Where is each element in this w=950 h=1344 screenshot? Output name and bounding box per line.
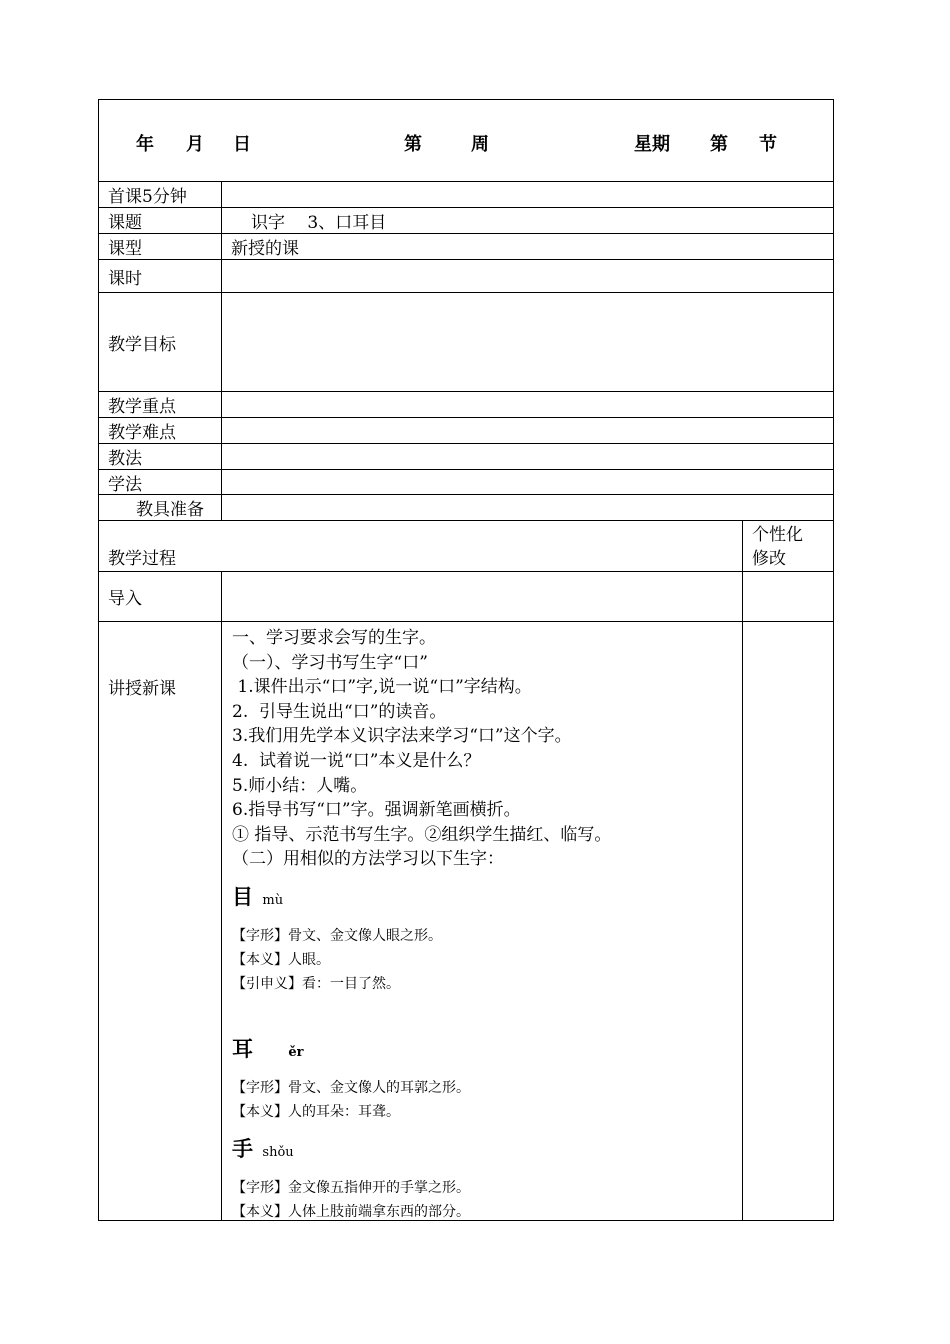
topic-label: 课题: [99, 208, 222, 233]
process-label: 教学过程: [108, 549, 176, 569]
key-points-label: 教学重点: [99, 392, 222, 417]
weekday-label: 星期: [634, 134, 670, 155]
char-pinyin: mù: [262, 892, 284, 908]
goals-label: 教学目标: [99, 293, 222, 391]
char-detail: 【本义】人眼。: [232, 951, 330, 968]
goals-value: [222, 293, 833, 391]
tools-value: [222, 495, 833, 520]
new-lesson-label: 讲授新课: [99, 622, 222, 1220]
char-detail: 【字形】骨文、金文像人的耳郭之形。: [232, 1079, 470, 1096]
lesson-line: 5.师小结：人嘴。: [232, 775, 368, 796]
type-label: 课型: [99, 234, 222, 259]
tools-row: [99, 495, 833, 521]
lesson-line: 4. 试着说一说“口”本义是什么？: [232, 750, 481, 771]
hours-label: 课时: [99, 260, 222, 292]
lesson-line: 一、学习要求会写的生字。: [232, 628, 436, 648]
difficulties-label: 教学难点: [99, 418, 222, 443]
char-detail: 【字形】骨文、金文像人眼之形。: [232, 927, 442, 944]
key-points-value: [222, 392, 833, 417]
teaching-method-value: [222, 444, 833, 469]
intro-label: 导入: [99, 572, 222, 621]
learning-method-row: [99, 470, 833, 495]
week-prefix: 第: [404, 134, 422, 155]
process-row: [99, 521, 833, 572]
lesson-line: 3.我们用先学本义识字法来学习“口”这个字。: [232, 726, 572, 747]
teaching-method-label: 教法: [99, 444, 222, 469]
lesson-line: （一）、学习书写生字“口”: [232, 652, 428, 673]
hours-row: [99, 260, 833, 293]
date-header-row: [99, 100, 833, 182]
period-suffix: 节: [759, 134, 777, 155]
char-heading: [232, 1034, 611, 1068]
char-detail: 【本义】人的耳朵：耳聋。: [232, 1103, 400, 1120]
period-prefix: 第: [710, 134, 728, 155]
personal-column: [742, 521, 833, 571]
key-points-row: [99, 392, 833, 418]
char-detail: 【字形】金文像五指伸开的手掌之形。: [232, 1179, 470, 1196]
type-value: 新授的课: [231, 239, 299, 259]
char-heading: [232, 882, 611, 916]
char-detail: 【引申义】看：一目了然。: [232, 975, 400, 992]
char-detail: 【本义】人体上肢前端拿东西的部分。: [232, 1203, 470, 1220]
char-pinyin: shǒu: [262, 1144, 294, 1160]
first-five-row: [99, 182, 833, 208]
char-glyph: 耳: [232, 1036, 253, 1061]
topic-value: 识字 3、口耳目: [251, 213, 387, 233]
goals-row: [99, 293, 833, 392]
hours-value: [222, 260, 833, 292]
lesson-line: 1.课件出示“口”字,说一说“口”字结构。: [232, 677, 532, 698]
char-pinyin: ěr: [288, 1044, 304, 1060]
new-lesson-personal-cell: [742, 622, 833, 1220]
learning-method-value: [222, 470, 833, 494]
first-five-value: [222, 182, 833, 207]
month-label: 月: [186, 134, 204, 155]
personal-label-line2: 修改: [752, 549, 786, 569]
year-label: 年: [136, 134, 154, 155]
difficulties-row: [99, 418, 833, 444]
char-heading: [232, 1134, 611, 1168]
new-lesson-content: [232, 626, 611, 1224]
week-suffix: 周: [471, 134, 489, 155]
first-five-label: 首课5分钟: [99, 182, 222, 207]
lesson-plan-table: [98, 99, 834, 1221]
tools-label: 教具准备: [99, 495, 222, 520]
difficulties-value: [222, 418, 833, 443]
topic-row: [99, 208, 833, 234]
learning-method-label: 学法: [99, 470, 222, 494]
lesson-line: ① 指导、示范书写生字。②组织学生描红、临写。: [232, 824, 612, 845]
new-lesson-row: [99, 622, 833, 1220]
char-glyph: 目: [232, 884, 253, 909]
type-row: [99, 234, 833, 260]
teaching-method-row: [99, 444, 833, 470]
lesson-line: （二）用相似的方法学习以下生字：: [232, 849, 504, 870]
char-glyph: 手: [232, 1136, 253, 1161]
lesson-line: 2. 引导生说出“口”的读音。: [232, 701, 447, 722]
intro-personal-cell: [742, 572, 833, 621]
personal-label-line1: 个性化: [752, 525, 803, 545]
lesson-line: 6.指导书写“口”字。强调新笔画横折。: [232, 800, 521, 821]
intro-row: [99, 572, 833, 622]
day-label: 日: [233, 134, 251, 155]
